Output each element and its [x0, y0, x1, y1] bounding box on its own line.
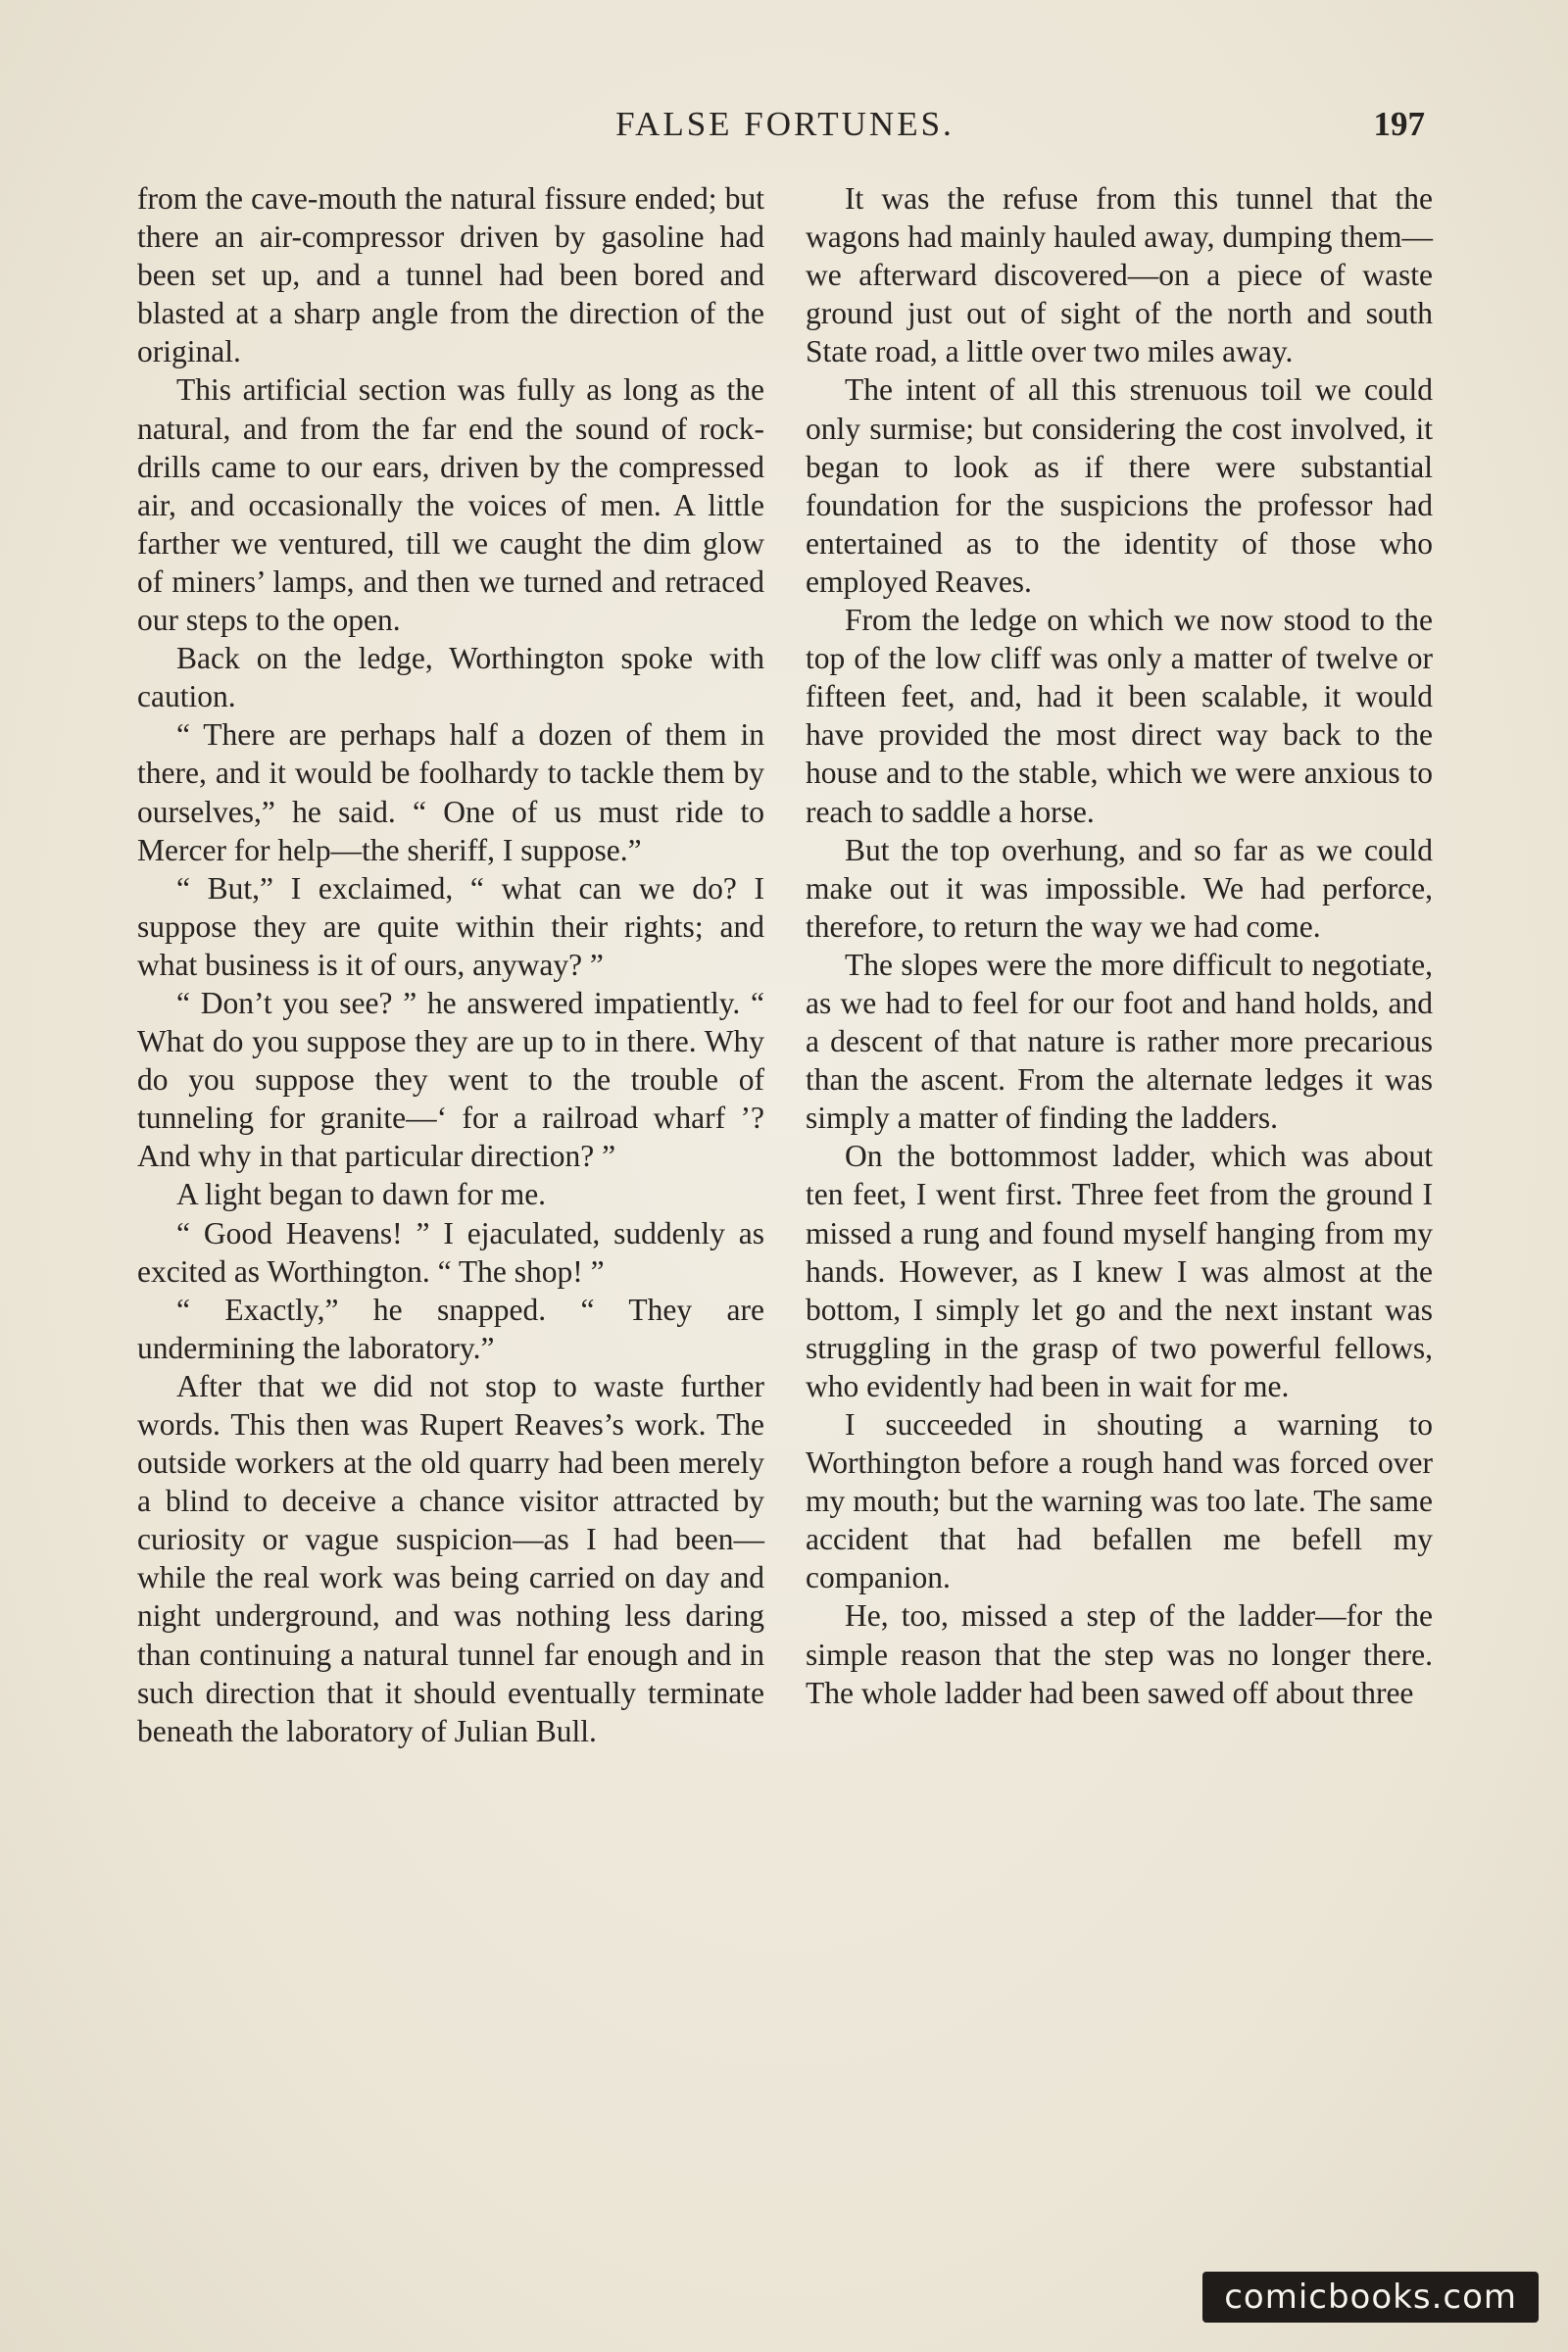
paragraph: “ Exactly,” he snapped. “ They are undermining the laboratory.”	[137, 1292, 764, 1365]
paragraph: From the ledge on which we now stood to the top of the low cliff was only a matter of twelve or fifteen feet, and, had it been scalable, it would have provided the most direct way back to the house and to the stable, which we were anxious to reach to saddle a horse.	[806, 603, 1433, 829]
paragraph: from the cave-mouth the natural fissure ended; but there an air-compressor driven by gasoline had been set up, and a tunnel had been bored and blasted at a sharp angle from the direction of the original.	[137, 181, 764, 369]
paragraph: “ There are perhaps half a dozen of them in there, and it would be foolhardy to tackle them by ourselves,” he said. “ One of us must ride to Mercer for help—the sheriff, I suppose.”	[137, 717, 764, 867]
running-title: FALSE FORTUNES.	[615, 105, 955, 143]
paragraph: The intent of all this strenuous toil we could only surmise; but considering the cost involved, it began to look as if there were substantial foundation for the suspicions the professor had entertained as to the identity of those who employed Reaves.	[806, 372, 1433, 599]
paragraph: After that we did not stop to waste further words. This then was Rupert Reaves’s work. The outside workers at the old quarry had been merely a blind to deceive a chance visitor attracted by curiosity or vague suspicion—as I had been—while the real work was being carried on day and night underground, and was nothing less daring than continuing a natural tunnel far enough and in such direction that it should eventually terminate beneath the laboratory of Julian Bull.	[137, 1368, 764, 1748]
site-watermark: comicbooks.com	[1202, 2272, 1539, 2323]
paragraph: “ Don’t you see? ” he answered impatiently. “ What do you suppose they are up to in there. Why do you suppose they went to the trouble of tunneling for granite—‘ for a railroad wharf ’? And why in that particular direction? ”	[137, 985, 764, 1174]
paragraph: The slopes were the more difficult to negotiate, as we had to feel for our foot and hand holds, and a descent of that nature is rather more precarious than the ascent. From the alternate ledges it was simply a matter of finding the ladders.	[806, 947, 1433, 1136]
page-header	[137, 100, 1433, 149]
paragraph: But the top overhung, and so far as we could make out it was impossible. We had perforce, therefore, to return the way we had come.	[806, 832, 1433, 944]
paragraph: Back on the ledge, Worthington spoke with caution.	[137, 641, 764, 714]
paragraph: “ But,” I exclaimed, “ what can we do? I suppose they are quite within their rights; and what business is it of ours, anyway? ”	[137, 870, 764, 982]
paragraph: A light began to dawn for me.	[176, 1177, 547, 1212]
paragraph: It was the refuse from this tunnel that the wagons had mainly hauled away, dumping them—we afterward discovered—on a piece of waste ground just out of sight of the north and south State road, a little over two miles away.	[806, 181, 1433, 369]
left-column	[137, 179, 764, 1750]
paragraph: I succeeded in shouting a warning to Worthington before a rough hand was forced over my mouth; but the warning was too late. The same accident that had befallen me befell my companion.	[806, 1407, 1433, 1595]
paragraph: He, too, missed a step of the ladder—for the simple reason that the step was no longer there. The whole ladder had been sawed off about three	[806, 1598, 1433, 1710]
paragraph: This artificial section was fully as long as the natural, and from the far end the sound of rock-drills came to our ears, driven by the compressed air, and occasionally the voices of men. A little farther we ventured, till we caught the dim glow of miners’ lamps, and then we turned and retraced our steps to the open.	[137, 372, 764, 638]
right-column	[806, 179, 1433, 1712]
page-number: 197	[1373, 105, 1425, 143]
paragraph: “ Good Heavens! ” I ejaculated, suddenly as excited as Worthington. “ The shop! ”	[137, 1215, 764, 1289]
paragraph: On the bottommost ladder, which was about ten feet, I went first. Three feet from the ground I missed a rung and found myself hanging from my hands. However, as I knew I was almost at the bottom, I simply let go and the next instant was struggling in the grasp of two powerful fellows, who evidently had been in wait for me.	[806, 1139, 1433, 1403]
